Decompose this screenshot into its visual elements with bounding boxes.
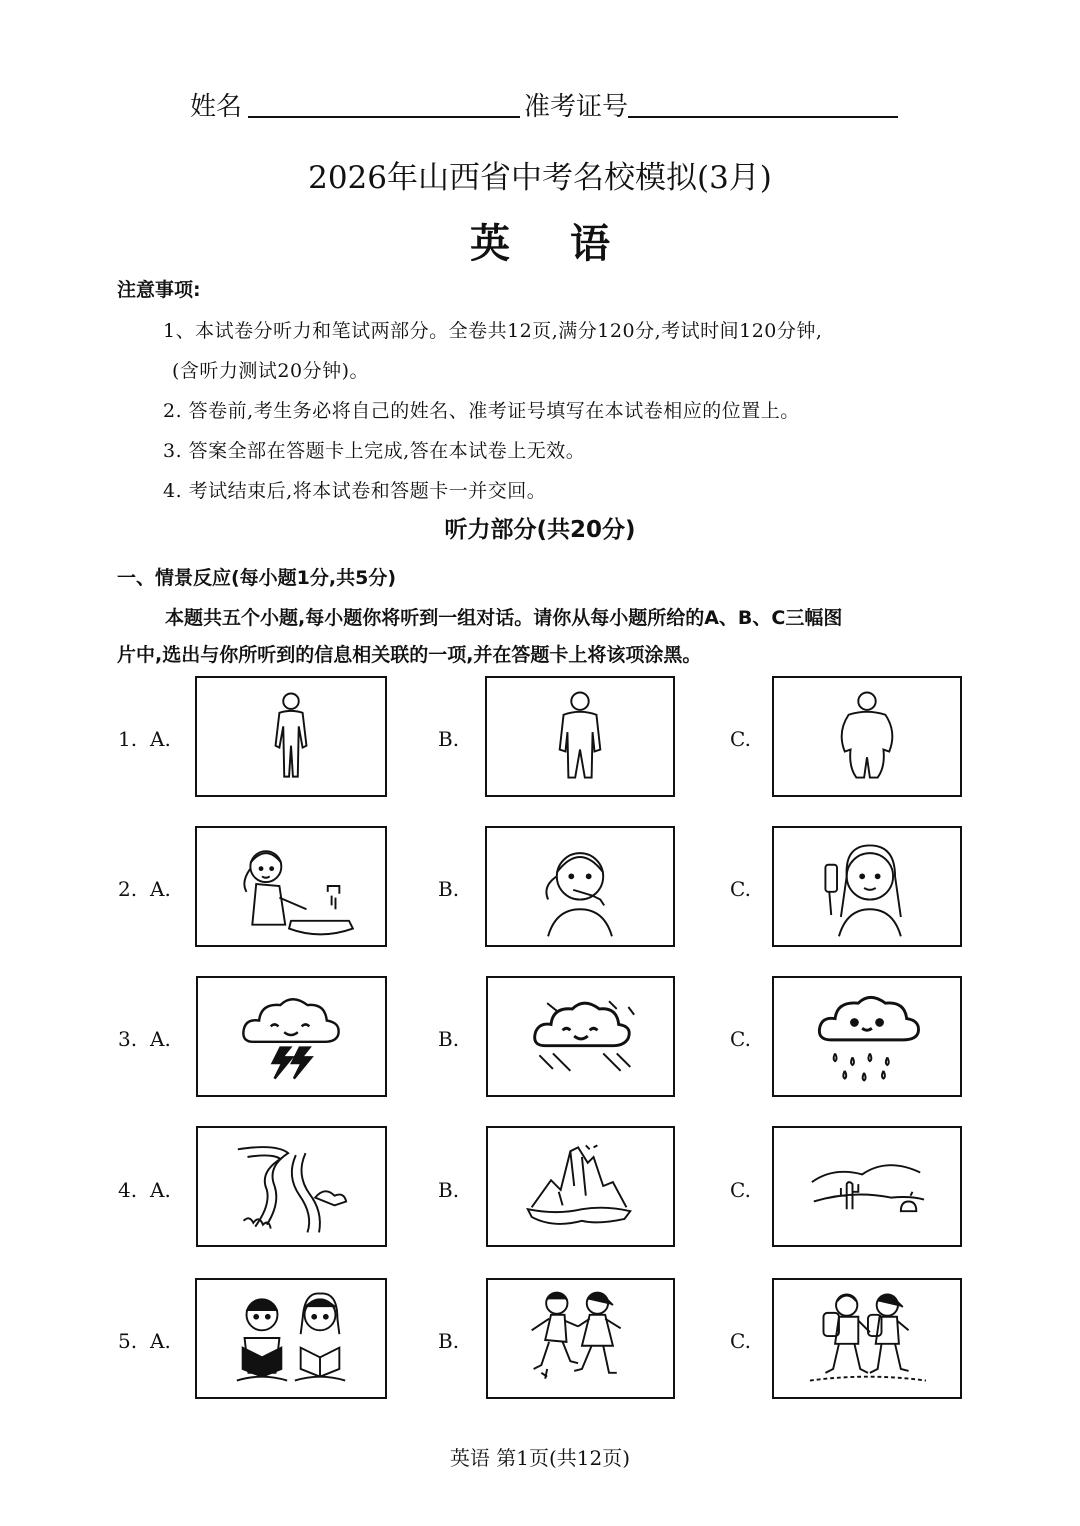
fat-person-icon	[774, 678, 960, 795]
notice-item: 2. 答卷前,考生务必将自己的姓名、准考证号填写在本试卷相应的位置上。	[163, 400, 800, 422]
name-field[interactable]	[248, 116, 520, 118]
option-label: B.	[438, 877, 460, 901]
question-number: 3.	[118, 1027, 138, 1051]
notice-item: (含听力测试20分钟)。	[172, 360, 370, 382]
option-label: A.	[150, 1329, 171, 1353]
q4-option-c[interactable]	[772, 1126, 962, 1247]
option-label: C.	[730, 1178, 751, 1202]
q5-option-a[interactable]	[195, 1278, 387, 1399]
thunderstorm-cloud-icon	[198, 978, 385, 1095]
q2-option-b[interactable]	[485, 826, 675, 947]
mountain-icon	[488, 1128, 673, 1245]
medium-person-icon	[487, 678, 673, 795]
option-label: C.	[730, 1027, 751, 1051]
name-label: 姓名	[190, 92, 243, 122]
option-label: A.	[150, 727, 171, 751]
river-icon	[198, 1128, 385, 1245]
kids-playing-icon	[488, 1280, 673, 1397]
exam-id-label: 准考证号	[524, 92, 629, 122]
q4-option-b[interactable]	[486, 1126, 675, 1247]
option-label: B.	[438, 1329, 460, 1353]
option-label: C.	[730, 1329, 751, 1353]
subject-char-1: 英	[470, 221, 510, 267]
option-label: C.	[730, 727, 751, 751]
notice-item: 3. 答案全部在答题卡上完成,答在本试卷上无效。	[163, 440, 586, 462]
part-heading: 一、情景反应(每小题1分,共5分)	[117, 567, 397, 589]
q1-option-b[interactable]	[485, 676, 675, 797]
girl-brushing-teeth-icon	[487, 828, 673, 945]
rain-cloud-icon	[774, 978, 960, 1095]
q2-option-c[interactable]	[772, 826, 962, 947]
q3-option-a[interactable]	[196, 976, 387, 1097]
option-label: A.	[150, 1178, 171, 1202]
girl-washing-hands-icon	[197, 828, 385, 945]
notice-item: 1、本试卷分听力和笔试两部分。全卷共12页,满分120分,考试时间120分钟,	[163, 320, 823, 342]
question-number: 1.	[118, 727, 138, 751]
instruction-line-1: 本题共五个小题,每小题你将听到一组对话。请你从每小题所给的A、B、C三幅图	[165, 607, 843, 629]
slim-person-icon	[197, 678, 385, 795]
q5-option-b[interactable]	[486, 1278, 675, 1399]
question-number: 5.	[118, 1329, 138, 1353]
q1-option-a[interactable]	[195, 676, 387, 797]
question-number: 4.	[118, 1178, 138, 1202]
subject-char-2: 语	[570, 221, 610, 267]
q3-option-b[interactable]	[486, 976, 675, 1097]
kids-reading-icon	[197, 1280, 385, 1397]
q3-option-c[interactable]	[772, 976, 962, 1097]
notice-heading: 注意事项:	[117, 279, 201, 301]
exam-id-field[interactable]	[628, 116, 898, 118]
q2-option-a[interactable]	[195, 826, 387, 947]
page-footer: 英语 第1页(共12页)	[449, 1446, 631, 1470]
option-label: A.	[150, 877, 171, 901]
question-number: 2.	[118, 877, 138, 901]
q4-option-a[interactable]	[196, 1126, 387, 1247]
listening-title: 听力部分(共20分)	[444, 517, 636, 543]
option-label: B.	[438, 1027, 460, 1051]
desert-icon	[774, 1128, 960, 1245]
option-label: C.	[730, 877, 751, 901]
kids-hiking-icon	[774, 1280, 960, 1397]
q5-option-c[interactable]	[772, 1278, 962, 1399]
option-label: B.	[438, 1178, 460, 1202]
subject-title	[0, 212, 1080, 269]
option-label: A.	[150, 1027, 171, 1051]
notice-item: 4. 考试结束后,将本试卷和答题卡一并交回。	[163, 480, 547, 502]
exam-title: 2026年山西省中考名校模拟(3月)	[308, 160, 772, 196]
option-label: B.	[438, 727, 460, 751]
girl-combing-hair-icon	[774, 828, 960, 945]
windy-cloud-icon	[488, 978, 673, 1095]
q1-option-c[interactable]	[772, 676, 962, 797]
instruction-line-2: 片中,选出与你所听到的信息相关联的一项,并在答题卡上将该项涂黑。	[117, 644, 702, 666]
